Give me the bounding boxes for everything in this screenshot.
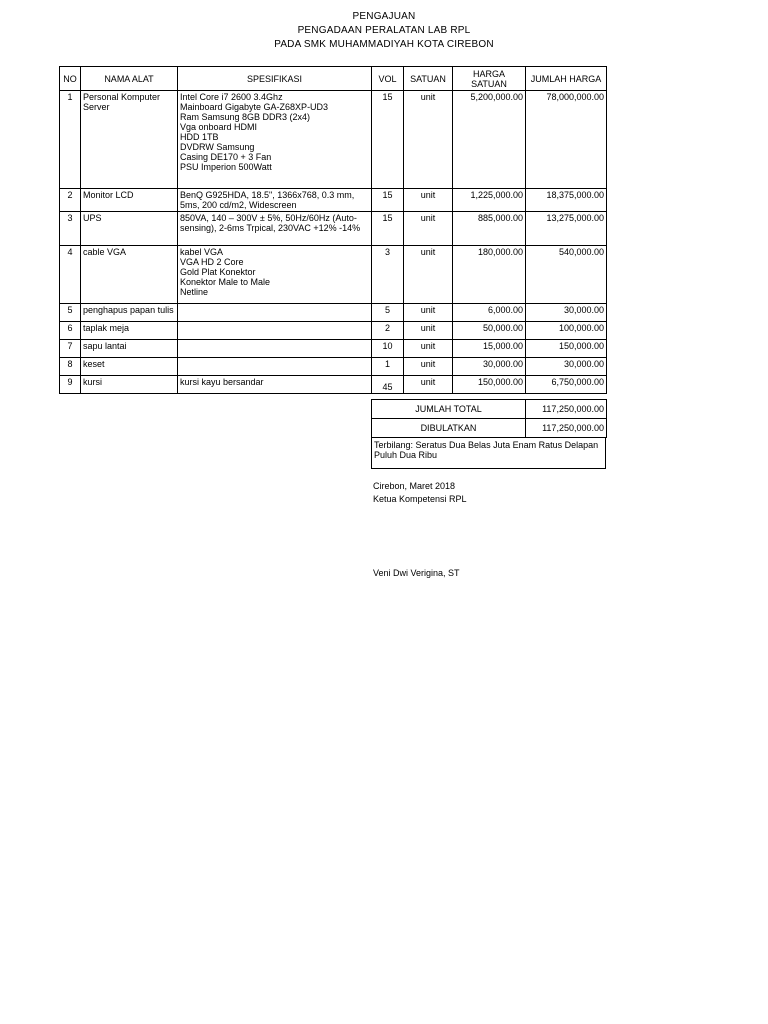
cell-nama: cable VGA xyxy=(81,246,178,304)
signature-name: Veni Dwi Verigina, ST xyxy=(373,568,460,578)
cell-satuan: unit xyxy=(404,189,453,212)
table-row xyxy=(60,376,607,394)
cell-harga-satuan: 6,000.00 xyxy=(453,304,526,322)
cell-satuan: unit xyxy=(404,340,453,358)
cell-jumlah-harga: 100,000.00 xyxy=(526,322,607,340)
table-row xyxy=(60,322,607,340)
cell-nama: keset xyxy=(81,358,178,376)
table-row xyxy=(60,189,607,212)
signature-role: Ketua Kompetensi RPL xyxy=(373,494,467,504)
cell-jumlah-harga: 6,750,000.00 xyxy=(526,376,607,394)
cell-satuan: unit xyxy=(404,304,453,322)
column-header-spesifikasi: SPESIFIKASI xyxy=(178,67,372,91)
document-subtitle: PENGADAAN PERALATAN LAB RPL xyxy=(297,25,471,36)
equipment-table xyxy=(59,66,607,394)
cell-satuan: unit xyxy=(404,212,453,246)
cell-jumlah-harga: 13,275,000.00 xyxy=(526,212,607,246)
jumlah-total-label: JUMLAH TOTAL xyxy=(372,400,526,419)
cell-jumlah-harga: 18,375,000.00 xyxy=(526,189,607,212)
cell-satuan: unit xyxy=(404,376,453,394)
cell-nama: UPS xyxy=(81,212,178,246)
cell-jumlah-harga: 30,000.00 xyxy=(526,304,607,322)
cell-spesifikasi: 850VA, 140 – 300V ± 5%, 50Hz/60Hz (Auto-sensing), 2-6ms Trpical, 230VAC +12% -14% xyxy=(178,212,372,246)
cell-nama: taplak meja xyxy=(81,322,178,340)
cell-no: 7 xyxy=(60,340,81,358)
cell-no: 1 xyxy=(60,91,81,189)
cell-vol: 10 xyxy=(372,340,404,358)
cell-spesifikasi: kabel VGA VGA HD 2 Core Gold Plat Konektor Konektor Male to Male Netline xyxy=(178,246,372,304)
signature-place-date: Cirebon, Maret 2018 xyxy=(373,481,456,491)
cell-harga-satuan: 1,225,000.00 xyxy=(453,189,526,212)
cell-harga-satuan: 30,000.00 xyxy=(453,358,526,376)
cell-no: 2 xyxy=(60,189,81,212)
cell-spesifikasi xyxy=(178,304,372,322)
cell-vol: 15 xyxy=(372,212,404,246)
dibulatkan-row xyxy=(372,419,607,438)
cell-no: 5 xyxy=(60,304,81,322)
cell-no: 8 xyxy=(60,358,81,376)
cell-harga-satuan: 885,000.00 xyxy=(453,212,526,246)
table-row xyxy=(60,91,607,189)
column-header-satuan: SATUAN xyxy=(404,67,453,91)
terbilang-box: Terbilang: Seratus Dua Belas Juta Enam Ratus Delapan Puluh Dua Ribu xyxy=(371,437,606,469)
cell-spesifikasi xyxy=(178,322,372,340)
column-header-jumlah-harga: JUMLAH HARGA xyxy=(526,67,607,91)
cell-satuan: unit xyxy=(404,322,453,340)
column-header-nama-alat: NAMA ALAT xyxy=(81,67,178,91)
column-header-vol: VOL xyxy=(372,67,404,91)
cell-vol: 5 xyxy=(372,304,404,322)
cell-harga-satuan: 150,000.00 xyxy=(453,376,526,394)
cell-no: 6 xyxy=(60,322,81,340)
cell-no: 4 xyxy=(60,246,81,304)
dibulatkan-label: DIBULATKAN xyxy=(372,419,526,438)
totals-table xyxy=(371,399,607,438)
cell-nama: Personal Komputer Server xyxy=(81,91,178,189)
jumlah-total-value: 117,250,000.00 xyxy=(526,400,607,419)
cell-spesifikasi: kursi kayu bersandar xyxy=(178,376,372,394)
document-title: PENGAJUAN xyxy=(352,11,416,22)
cell-harga-satuan: 180,000.00 xyxy=(453,246,526,304)
cell-satuan: unit xyxy=(404,91,453,189)
table-row xyxy=(60,246,607,304)
cell-nama: Monitor LCD xyxy=(81,189,178,212)
cell-harga-satuan: 5,200,000.00 xyxy=(453,91,526,189)
document-subtitle-school: PADA SMK MUHAMMADIYAH KOTA CIREBON xyxy=(274,39,494,50)
cell-nama: sapu lantai xyxy=(81,340,178,358)
cell-spesifikasi: BenQ G925HDA, 18.5", 1366x768, 0.3 mm, 5ms, 200 cd/m2, Widescreen xyxy=(178,189,372,212)
cell-spesifikasi: Intel Core i7 2600 3.4Ghz Mainboard Gigabyte GA-Z68XP-UD3 Ram Samsung 8GB DDR3 (2x4) Vga onboard HDMI HDD 1TB DVDRW Samsung Casing DE170 + 3 Fan PSU Imperion 500Watt xyxy=(178,91,372,189)
cell-vol: 15 xyxy=(372,91,404,189)
table-row xyxy=(60,340,607,358)
cell-jumlah-harga: 150,000.00 xyxy=(526,340,607,358)
cell-satuan: unit xyxy=(404,246,453,304)
cell-satuan: unit xyxy=(404,358,453,376)
cell-no: 9 xyxy=(60,376,81,394)
cell-spesifikasi xyxy=(178,358,372,376)
column-header-no: NO xyxy=(60,67,81,91)
cell-vol: 2 xyxy=(372,322,404,340)
cell-nama: penghapus papan tulis xyxy=(81,304,178,322)
jumlah-total-row xyxy=(372,400,607,419)
table-row xyxy=(60,304,607,322)
cell-jumlah-harga: 30,000.00 xyxy=(526,358,607,376)
cell-nama: kursi xyxy=(81,376,178,394)
table-header-row xyxy=(60,67,607,91)
cell-no: 3 xyxy=(60,212,81,246)
cell-vol: 15 xyxy=(372,189,404,212)
cell-vol: 45 xyxy=(372,376,404,394)
dibulatkan-value: 117,250,000.00 xyxy=(526,419,607,438)
cell-spesifikasi xyxy=(178,340,372,358)
cell-vol: 3 xyxy=(372,246,404,304)
table-row xyxy=(60,358,607,376)
cell-jumlah-harga: 78,000,000.00 xyxy=(526,91,607,189)
cell-harga-satuan: 50,000.00 xyxy=(453,322,526,340)
column-header-harga-satuan: HARGA SATUAN xyxy=(453,67,526,91)
cell-vol: 1 xyxy=(372,358,404,376)
cell-harga-satuan: 15,000.00 xyxy=(453,340,526,358)
table-row xyxy=(60,212,607,246)
cell-jumlah-harga: 540,000.00 xyxy=(526,246,607,304)
